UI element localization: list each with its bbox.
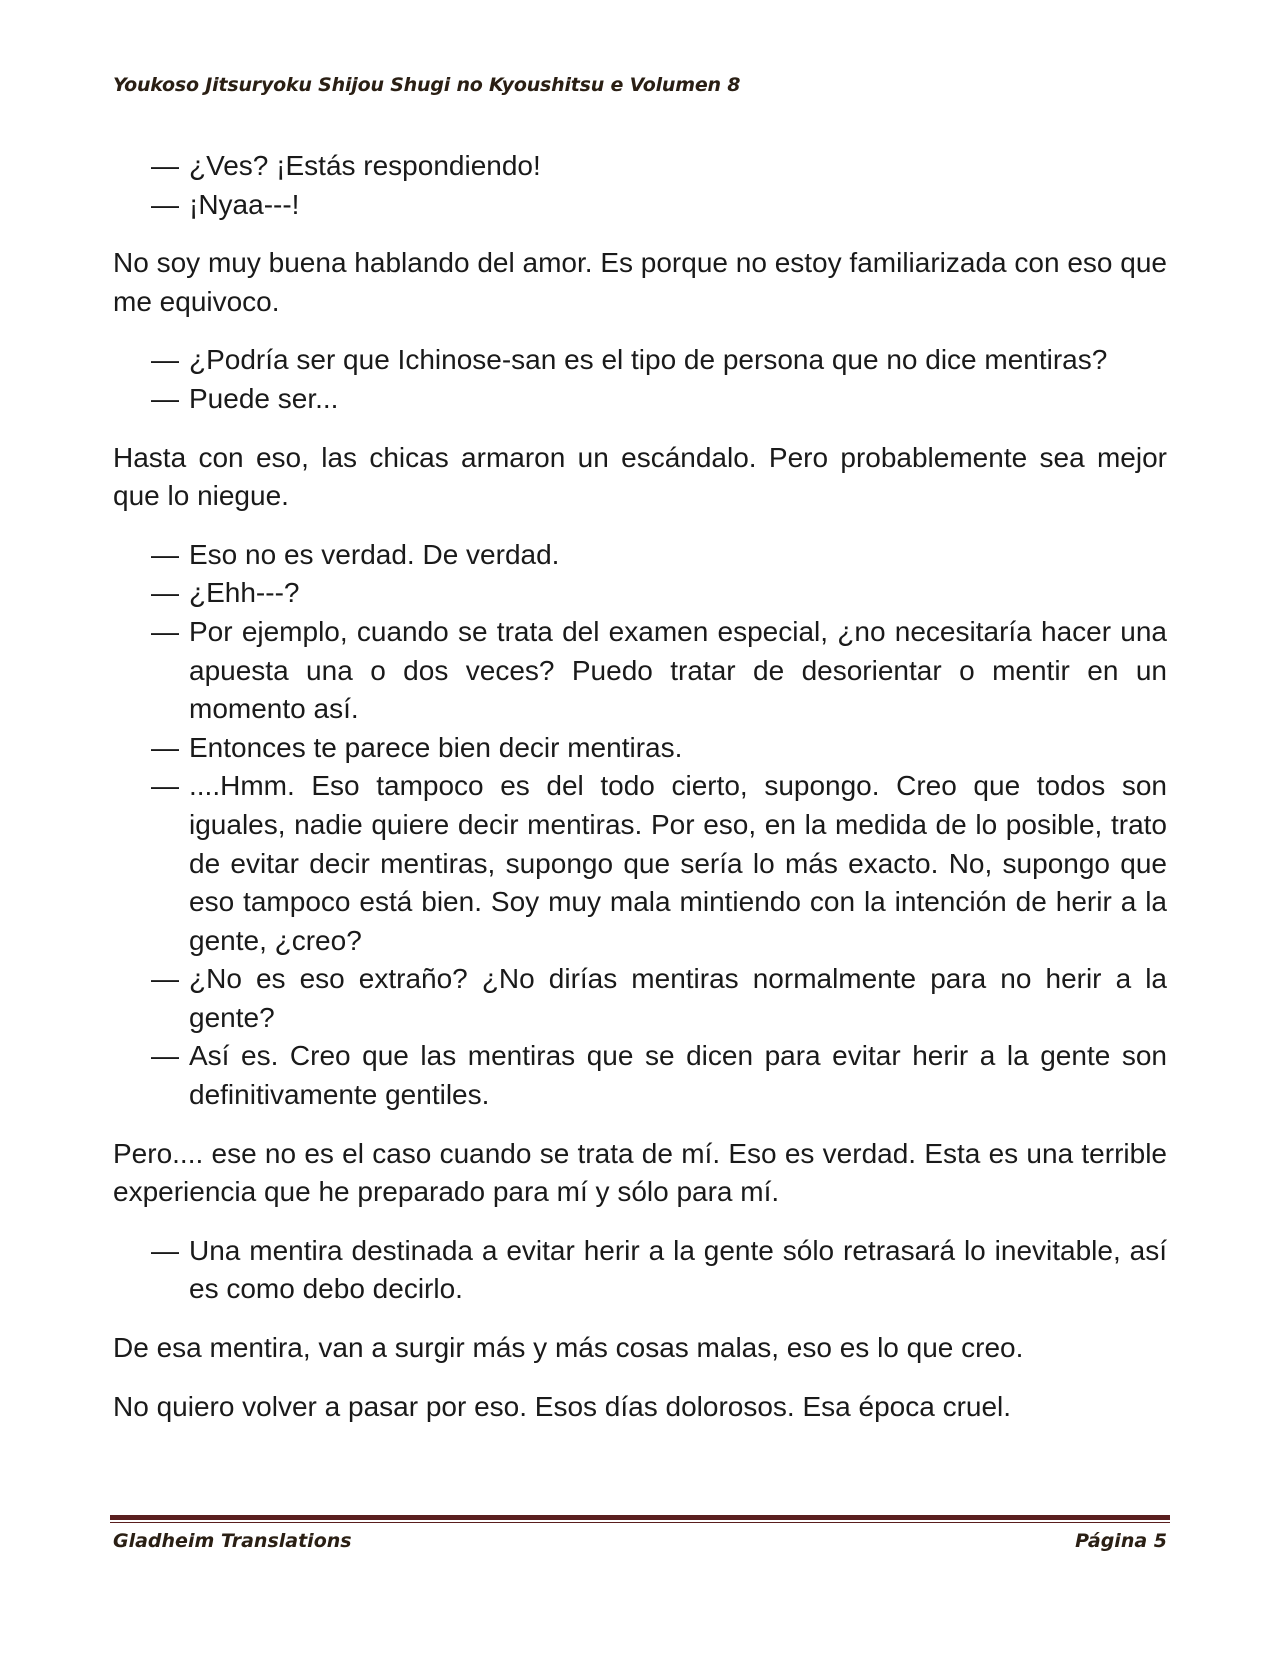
dialogue-text: Eso no es verdad. De verdad. [189,538,560,570]
dialogue-text: ....Hmm. Eso tampoco es del todo cierto, supongo. Creo que todos son iguales, nadie quiere decir mentiras. Por eso, en la medida de lo posible, trato de evitar decir mentiras, supongo que sería lo más exacto. No, supongo que eso tampoco está bien. Soy muy mala mintiendo con la intención de herir a la gente, ¿creo? [189,770,1167,956]
narration-paragraph: Hasta con eso, las chicas armaron un escándalo. Pero probablemente sea mejor que lo niegue. [113,441,1167,512]
footer-page-number: Página 5 [1075,1530,1167,1552]
dialogue-dash: — [151,731,179,763]
dialogue-dash: — [151,1234,179,1266]
dialogue-text: ¡Nyaa---! [189,188,300,220]
dialogue-text: ¿No es eso extraño? ¿No dirías mentiras normalmente para no herir a la gente? [189,963,1167,1033]
dialogue-text: ¿Ves? ¡Estás respondiendo! [189,150,541,181]
dialogue-block [113,147,1167,224]
dialogue-dash: — [151,577,179,609]
dialogue-text: Por ejemplo, cuando se trata del examen especial, ¿no necesitaría hacer una apuesta una o dos veces? Puedo tratar de desorientar o mentir en un momento así. [189,615,1167,725]
dialogue-line [113,536,1167,575]
dialogue-dash: — [151,382,179,414]
footer-divider [110,1515,1170,1523]
dialogue-line [113,341,1167,380]
dialogue-line [113,729,1167,768]
dialogue-dash: — [151,770,179,802]
dialogue-line [113,574,1167,613]
narration-paragraph: No soy muy buena hablando del amor. Es porque no estoy familiarizada con eso que me equivoco. [113,247,1167,317]
dialogue-dash: — [151,963,179,995]
dialogue-block [113,1232,1167,1309]
narration-paragraph: No quiero volver a pasar por eso. Esos días dolorosos. Esa época cruel. [113,1390,1012,1422]
dialogue-text: Puede ser... [189,382,339,414]
dialogue-dash: — [151,615,179,647]
dialogue-dash: — [151,538,179,570]
narration-paragraph: Pero.... ese no es el caso cuando se trata de mí. Eso es verdad. Esta es una terrible experiencia que he preparado para mí y sólo para mí. [113,1137,1167,1208]
dialogue-dash: — [151,344,179,376]
dialogue-text: Entonces te parece bien decir mentiras. [189,731,683,763]
dialogue-text: Así es. Creo que las mentiras que se dicen para evitar herir a la gente son definitivamente gentiles. [189,1040,1167,1111]
dialogue-block [113,536,1167,1115]
dialogue-block [113,341,1167,418]
narration-paragraph: De esa mentira, van a surgir más y más cosas malas, eso es lo que creo. [113,1332,1024,1364]
dialogue-line [113,1037,1167,1114]
dialogue-text: ¿Ehh---? [189,577,300,609]
page-header-title: Youkoso Jitsuryoku Shijou Shugi no Kyoushitsu e Volumen 8 [113,74,741,96]
dialogue-text: ¿Podría ser que Ichinose-san es el tipo de persona que no dice mentiras? [189,344,1108,376]
dialogue-line [113,767,1167,960]
dialogue-dash: — [151,1040,179,1072]
dialogue-line [113,960,1167,1037]
dialogue-line [113,380,1167,419]
dialogue-line [113,147,1167,186]
dialogue-dash: — [151,150,179,181]
dialogue-line [113,1232,1167,1309]
dialogue-line [113,613,1167,729]
dialogue-text: Una mentira destinada a evitar herir a la gente sólo retrasará lo inevitable, así es como debo decirlo. [189,1234,1167,1305]
page-body [113,147,1167,1446]
footer-translator-credit: Gladheim Translations [113,1530,352,1552]
dialogue-line [113,186,1167,225]
dialogue-dash: — [151,188,179,220]
